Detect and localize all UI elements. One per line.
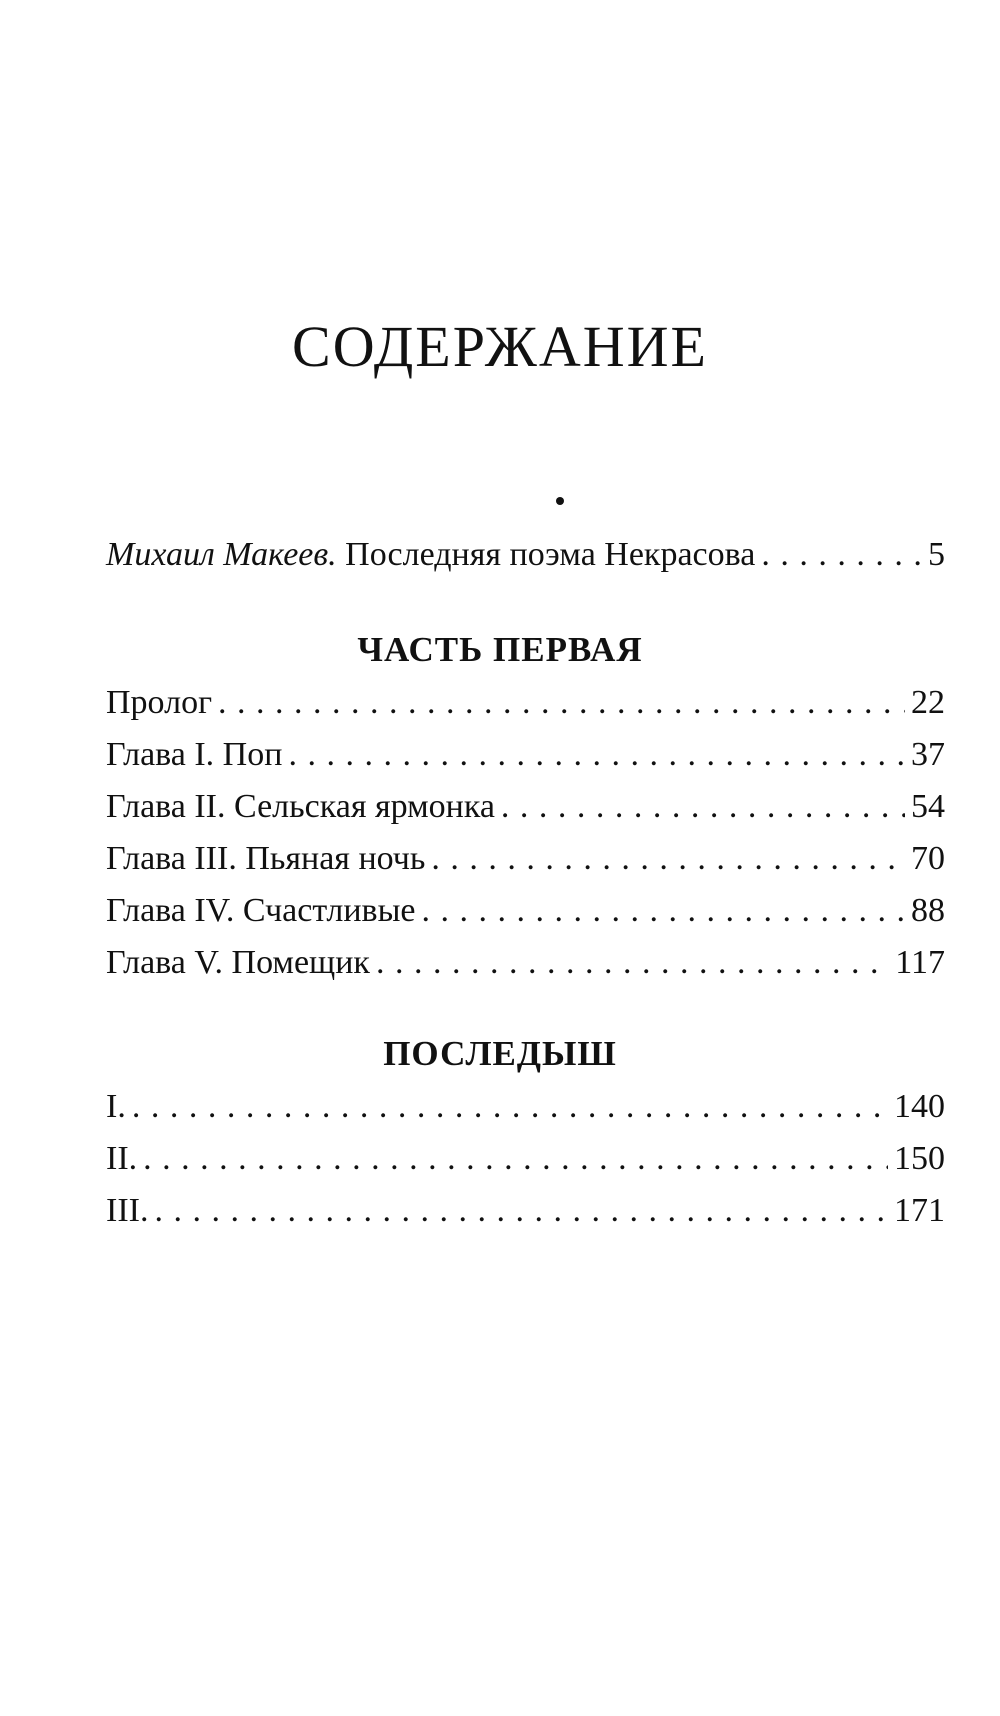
toc-entry-label: II.	[106, 1140, 138, 1177]
toc-entry[interactable]	[106, 946, 945, 980]
toc-entry-label: I.	[106, 1088, 126, 1125]
toc-leader	[501, 790, 905, 824]
toc-page-number: 171	[894, 1192, 945, 1229]
toc-leader	[431, 842, 905, 876]
toc-entry-label	[106, 538, 755, 572]
toc-entry-label: III.	[106, 1192, 149, 1229]
toc-entry[interactable]	[106, 1194, 945, 1228]
toc-entry[interactable]	[106, 842, 945, 876]
toc-entry-label: Глава I. Поп	[106, 736, 283, 773]
ornament-dot	[556, 497, 564, 505]
toc-entry[interactable]	[106, 1090, 945, 1124]
toc-page-number: 5	[928, 536, 945, 573]
toc-page-number: 117	[895, 944, 945, 981]
page-title: СОДЕРЖАНИЕ	[292, 314, 708, 379]
toc-leader	[288, 738, 905, 772]
toc-entry[interactable]	[106, 738, 945, 772]
toc-page-number: 37	[911, 736, 945, 773]
toc-entry-label: Пролог	[106, 684, 213, 721]
toc-page-number: 22	[911, 684, 945, 721]
toc-entry[interactable]	[106, 790, 945, 824]
toc-page-number: 88	[911, 892, 945, 929]
toc-page-number: 150	[894, 1140, 945, 1177]
toc-leader	[376, 946, 889, 980]
toc-leader	[143, 1142, 888, 1176]
toc-entry-title: Последняя поэма Некрасова	[345, 536, 756, 573]
toc-leader	[422, 894, 905, 928]
section-heading-part1: ЧАСТЬ ПЕРВАЯ	[357, 630, 643, 669]
toc-leader	[132, 1090, 888, 1124]
toc-entry-label: Глава III. Пьяная ночь	[106, 840, 426, 877]
toc-entry-intro[interactable]	[106, 538, 945, 572]
toc-leader	[154, 1194, 888, 1228]
toc-leader	[761, 538, 922, 572]
toc-page-number: 54	[911, 788, 945, 825]
toc-entry[interactable]	[106, 686, 945, 720]
toc-entry[interactable]	[106, 894, 945, 928]
section-heading-part2: ПОСЛЕДЫШ	[383, 1034, 617, 1073]
toc-entry-label: Глава V. Помещик	[106, 944, 370, 981]
toc-entry[interactable]	[106, 1142, 945, 1176]
toc-page-number: 70	[911, 840, 945, 877]
toc-entry-label: Глава II. Сельская ярмонка	[106, 788, 495, 825]
toc-leader	[218, 686, 905, 720]
toc-entry-author: Михаил Макеев.	[106, 536, 337, 573]
toc-page-number: 140	[894, 1088, 945, 1125]
toc-entry-label: Глава IV. Счастливые	[106, 892, 416, 929]
